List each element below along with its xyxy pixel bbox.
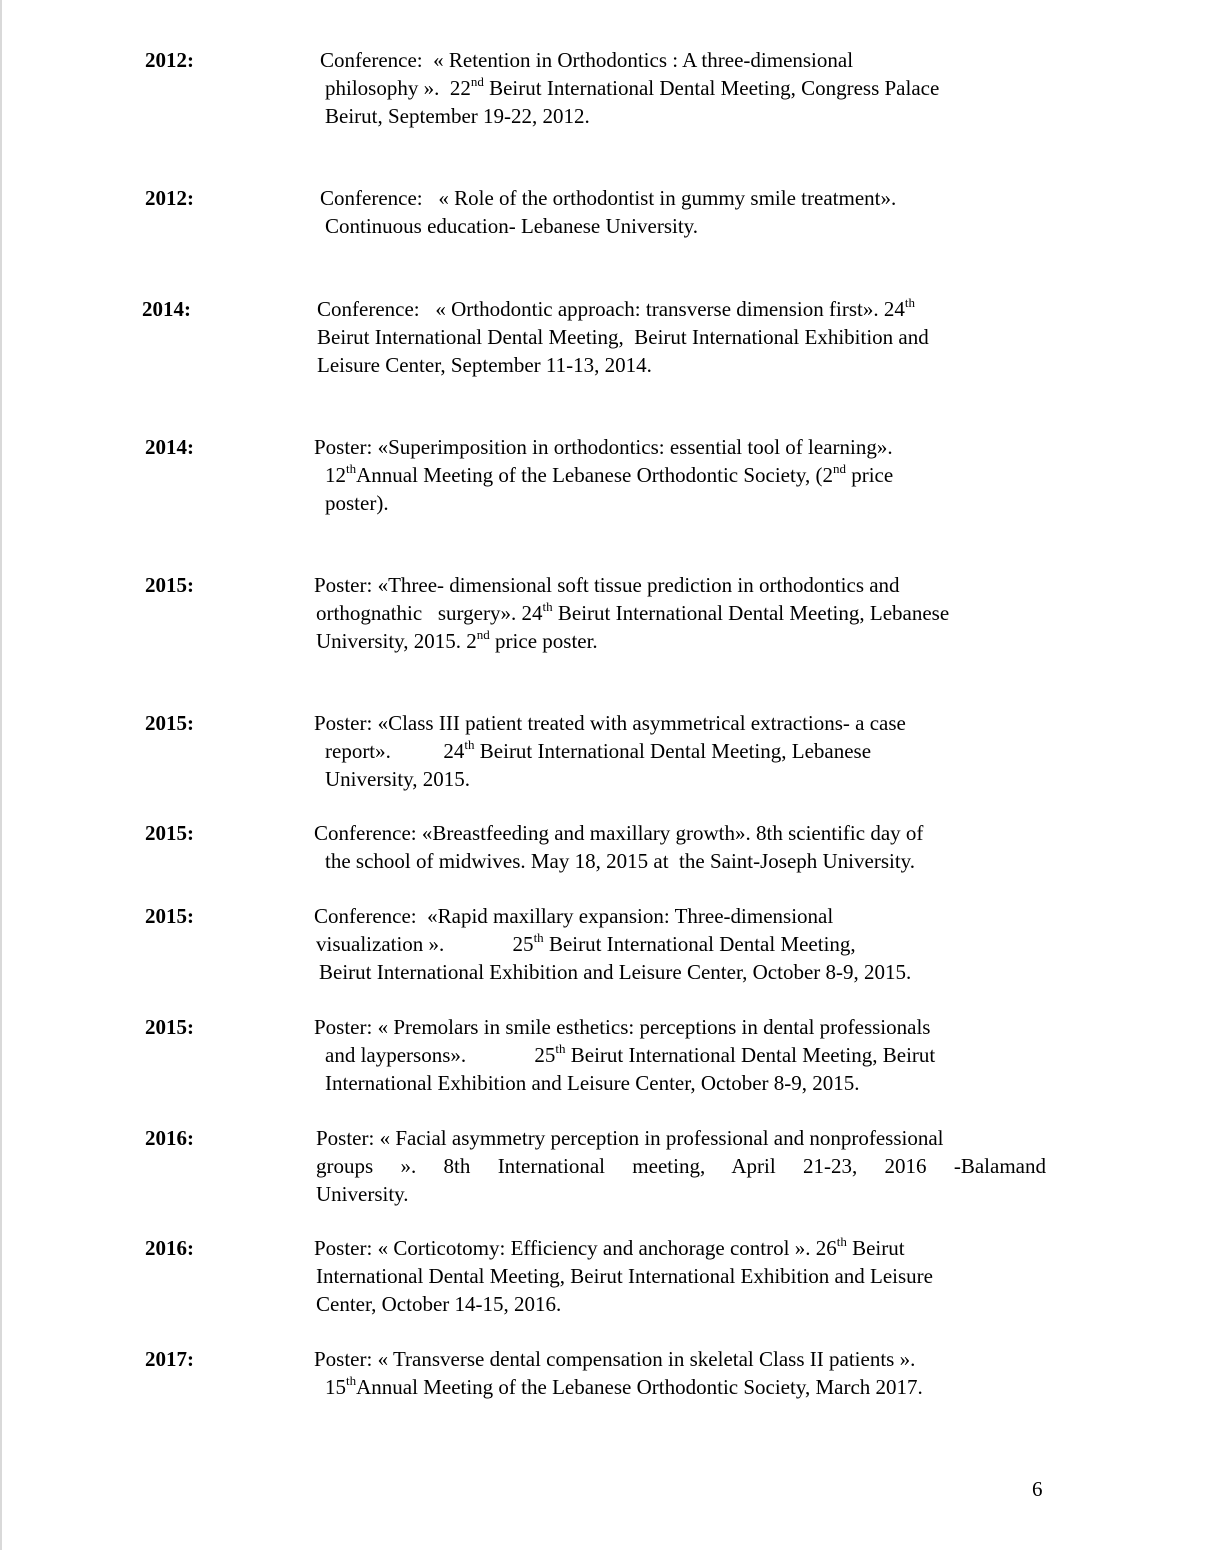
page-left-edge: [0, 0, 2, 1550]
ordinal-suffix: nd: [476, 627, 490, 642]
entry-text-line: [317, 295, 915, 323]
text-run: price: [845, 463, 894, 487]
text-run: 12: [325, 463, 346, 487]
entry-text-line: [317, 323, 929, 351]
entry-text-line: [325, 489, 389, 517]
text-run: Beirut International Dental Meeting, Congress Palace: [483, 76, 940, 100]
entry-text-line: [325, 461, 893, 489]
ordinal-suffix: nd: [470, 74, 484, 89]
text-run: philosophy ». 22: [325, 76, 471, 100]
text-run: Poster: « Transverse dental compensation in skeletal Class II patients ».: [314, 1347, 916, 1371]
text-run: 15: [325, 1375, 346, 1399]
text-run: Poster: «Three- dimensional soft tissue prediction in orthodontics and: [314, 573, 900, 597]
text-run: Leisure Center, September 11-13, 2014.: [317, 353, 652, 377]
entry-text-line: [319, 958, 911, 986]
text-run: International Dental Meeting, Beirut International Exhibition and Leisure: [316, 1264, 933, 1288]
ordinal-suffix: th: [542, 599, 553, 614]
entry-text-line: [314, 1234, 905, 1262]
text-run: Beirut International Dental Meeting, Beirut: [565, 1043, 936, 1067]
entry-text-line: [314, 1345, 915, 1373]
text-run: International Exhibition and Leisure Center, October 8-9, 2015.: [325, 1071, 860, 1095]
text-run: Poster: « Facial asymmetry perception in professional and nonprofessional: [316, 1126, 944, 1150]
entry-year: 2016:: [145, 1126, 194, 1150]
entry-text-line: [314, 709, 906, 737]
entry-text-line: [325, 765, 470, 793]
entry-text-line: [316, 1152, 1046, 1180]
entry-text-line: [316, 627, 598, 655]
entry-text-line: [316, 930, 856, 958]
text-run: poster).: [325, 491, 389, 515]
text-run: Beirut International Dental Meeting,: [543, 932, 856, 956]
text-run: Poster: «Class III patient treated with asymmetrical extractions- a case: [314, 711, 906, 735]
entry-text-line: [317, 351, 652, 379]
text-run: Poster: « Corticotomy: Efficiency and anchorage control ». 26: [314, 1236, 837, 1260]
entry-text-line: [314, 433, 893, 461]
entry-text-line: [316, 599, 949, 627]
text-run: orthognathic surgery». 24: [316, 601, 543, 625]
entry-year: 2014:: [145, 435, 194, 459]
text-run: Beirut: [846, 1236, 905, 1260]
page-number: 6: [1032, 1477, 1043, 1501]
entry-text-line: [316, 1124, 944, 1152]
text-run: groups ». 8th International meeting, April 21-23, 2016 -Balamand: [316, 1154, 1046, 1178]
text-run: Beirut, September 19-22, 2012.: [325, 104, 590, 128]
entry-text-line: [325, 737, 871, 765]
entry-text-line: [325, 1069, 860, 1097]
text-run: University, 2015.: [325, 767, 471, 791]
entry-year: 2015:: [145, 904, 194, 928]
entry-year: 2015:: [145, 711, 194, 735]
entry-text-line: [314, 819, 923, 847]
text-run: Conference: « Role of the orthodontist in gummy smile treatment».: [320, 186, 897, 210]
text-run: Beirut International Exhibition and Leisure Center, October 8-9, 2015.: [319, 960, 912, 984]
text-run: visualization ». 25: [316, 932, 534, 956]
entry-year: 2012:: [145, 48, 194, 72]
ordinal-suffix: th: [904, 295, 915, 310]
entry-text-line: [314, 902, 833, 930]
text-run: report». 24: [325, 739, 465, 763]
ordinal-suffix: th: [346, 1373, 357, 1388]
text-run: Beirut International Dental Meeting, Beirut International Exhibition and: [317, 325, 929, 349]
text-run: and laypersons». 25: [325, 1043, 556, 1067]
entry-year: 2014:: [142, 297, 191, 321]
entry-year: 2015:: [145, 821, 194, 845]
text-run: Beirut International Dental Meeting, Lebanese: [474, 739, 872, 763]
text-run: Beirut International Dental Meeting, Lebanese: [552, 601, 950, 625]
text-run: Conference: « Orthodontic approach: transverse dimension first». 24: [317, 297, 905, 321]
entry-text-line: [325, 847, 915, 875]
text-run: Poster: « Premolars in smile esthetics: perceptions in dental professionals: [314, 1015, 931, 1039]
entry-text-line: [320, 184, 896, 212]
text-run: Conference: «Breastfeeding and maxillary growth». 8th scientific day of: [314, 821, 924, 845]
entry-year: 2012:: [145, 186, 194, 210]
entry-text-line: [316, 1180, 409, 1208]
ordinal-suffix: nd: [832, 461, 846, 476]
ordinal-suffix: th: [533, 930, 544, 945]
entry-text-line: [325, 212, 698, 240]
text-run: Poster: «Superimposition in orthodontics: essential tool of learning».: [314, 435, 893, 459]
entry-text-line: [325, 1041, 935, 1069]
ordinal-suffix: th: [836, 1234, 847, 1249]
text-run: Conference: « Retention in Orthodontics : A three-dimensional: [320, 48, 854, 72]
entry-year: 2017:: [145, 1347, 194, 1371]
entry-year: 2016:: [145, 1236, 194, 1260]
text-run: Continuous education- Lebanese University.: [325, 214, 699, 238]
entry-text-line: [320, 46, 853, 74]
entry-text-line: [314, 1013, 930, 1041]
text-run: University.: [316, 1182, 409, 1206]
entry-text-line: [316, 1290, 561, 1318]
text-run: Conference: «Rapid maxillary expansion: Three-dimensional: [314, 904, 834, 928]
ordinal-suffix: th: [555, 1041, 566, 1056]
text-run: Annual Meeting of the Lebanese Orthodontic Society, (2: [356, 463, 833, 487]
text-run: University, 2015. 2: [316, 629, 477, 653]
entry-text-line: [325, 74, 939, 102]
entry-year: 2015:: [145, 573, 194, 597]
entry-year: 2015:: [145, 1015, 194, 1039]
ordinal-suffix: th: [464, 737, 475, 752]
entry-text-line: [325, 1373, 923, 1401]
ordinal-suffix: th: [346, 461, 357, 476]
entry-text-line: [325, 102, 590, 130]
text-run: the school of midwives. May 18, 2015 at the Saint-Joseph University.: [325, 849, 916, 873]
entry-text-line: [316, 1262, 933, 1290]
text-run: Center, October 14-15, 2016.: [316, 1292, 562, 1316]
entry-text-line: [314, 571, 900, 599]
text-run: Annual Meeting of the Lebanese Orthodontic Society, March 2017.: [356, 1375, 923, 1399]
text-run: price poster.: [489, 629, 598, 653]
